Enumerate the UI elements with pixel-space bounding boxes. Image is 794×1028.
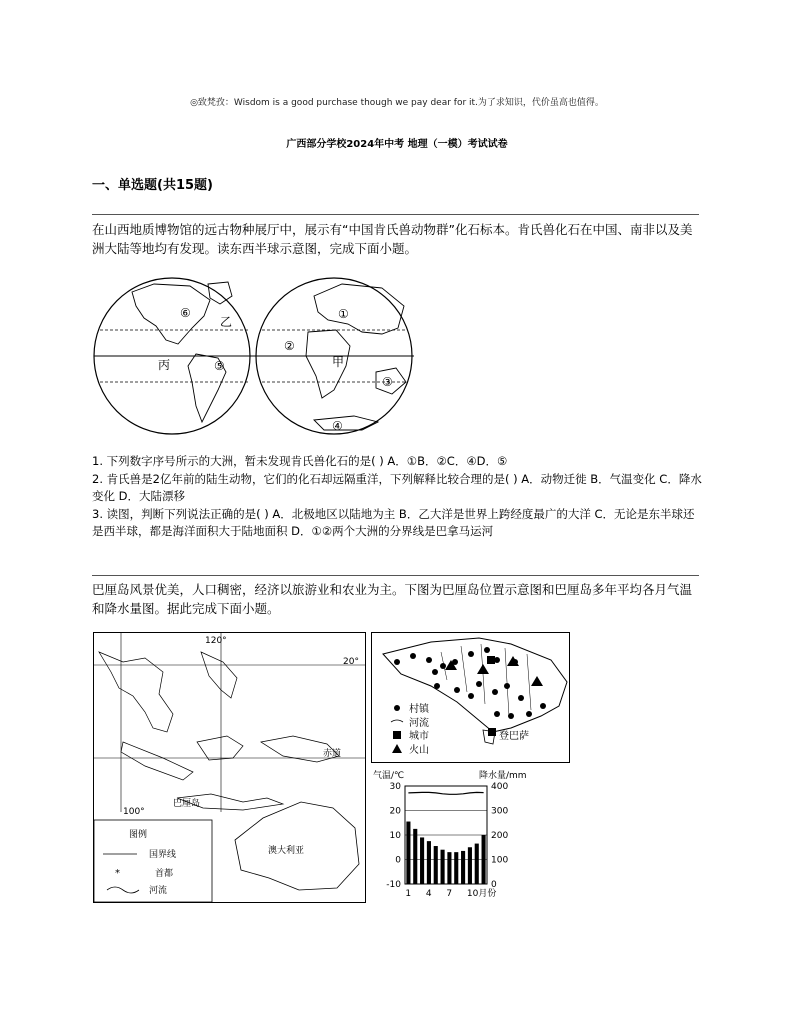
legend-city: 城市 [409,731,429,742]
map-label-bing: 丙 [158,358,171,372]
precip-bar [468,847,472,884]
x-tick-label: 7 [446,889,453,899]
passage-2: 巴厘岛风景优美，人口稠密，经济以旅游业和农业为主。下图为巴厘岛位置示意图和巴厘岛多年平均各月气温和降水量图。据此完成下面小题。 [92,582,693,616]
temperature-line [408,792,483,794]
divider [92,214,699,215]
bali-location-map [93,632,367,904]
questions-1 [92,453,702,541]
volcano-icon [531,676,543,686]
legend-river: 河流 [149,886,168,896]
x-tick-label: 4 [425,889,432,899]
left-tick-label: 30 [389,782,401,792]
precip-bar [482,835,486,884]
y2-axis-label: 降水量/mm [479,771,527,781]
map-label-1: ① [338,307,349,321]
bali-inset-map [371,632,571,764]
x-tick-label: 1 [405,889,412,899]
bali-label: 巴厘岛 [173,799,201,809]
legend-title: 图例 [129,830,148,840]
city-icon [487,656,495,664]
denpasar-label: 登巴萨 [499,731,529,742]
legend-capital-symbol: * [115,868,120,879]
legend-border: 国界线 [149,850,177,860]
section-heading: 一、单选题(共15题) [92,178,213,193]
lon-100-label: 100° [123,807,145,817]
climate-chart [371,768,571,904]
map-label-2: ② [284,339,295,353]
right-tick-label: 200 [491,831,509,841]
exam-title: 广西部分学校2024年中考 地理（一模）考试试卷 [286,139,508,150]
map-label-5: ⑤ [214,359,225,373]
legend-city-icon [393,731,401,739]
right-tick-label: 300 [491,806,509,817]
passage-1: 在山西地质博物馆的远古物种展厅中，展示有“中国肯氏兽动物群”化石标本。肯氏兽化石在中国、南非以及美洲大陆等地均有发现。读东西半球示意图，完成下面小题。 [92,222,693,256]
equator-label: 赤道 [323,749,342,759]
left-tick-label: 10 [389,831,401,841]
left-tick-label: 0 [395,855,401,866]
question-1: 1. 下列数字序号所示的大洲，暂未发现肯氏兽化石的是( ) A．①B．②C．④D．⑤ [92,454,508,468]
legend-capital: 首都 [155,869,174,879]
volcano-icon [477,664,489,674]
map-label-4: ④ [332,419,343,433]
right-tick-label: 400 [491,782,509,792]
lon-120-label: 120° [205,636,227,646]
legend-volcano-icon [392,744,402,753]
map-label-yi: 乙 [220,315,233,329]
question-2: 2. 肯氏兽是2亿年前的陆生动物，它们的化石却远隔重洋，下列解释比较合理的是( ) A．动物迁徙 B．气温变化 C．降水变化 D．大陆漂移 [92,471,702,503]
legend-village: 村镇 [409,704,429,715]
divider [92,575,699,576]
map-label-6: ⑥ [180,306,191,320]
left-tick-label: 20 [389,806,401,817]
precip-bar [420,837,424,884]
precip-bar [475,844,479,884]
precip-bar [454,852,458,884]
australia-label: 澳大利亚 [268,846,305,856]
map-label-3: ③ [382,375,393,389]
left-tick-label: -10 [386,880,401,890]
y1-axis-label: 气温/℃ [373,771,405,781]
precip-bar [441,850,445,884]
question-3: 3. 读图，判断下列说法正确的是( ) A．北极地区以陆地为主 B．乙大洋是世界上跨经度最广的大洋 C．无论是东半球还是西半球，都是海洋面积大于陆地面积 D．①②两个大洲的分界线是巴拿马运河 [92,506,695,538]
precip-bar [461,851,465,884]
precip-bar [413,829,417,884]
precip-bar [406,822,410,884]
denpasar-city-icon [488,728,496,736]
chart-plot [386,782,508,899]
precip-bar [427,841,431,884]
precip-bar [447,852,451,884]
hemispheres-map [92,270,444,440]
header-motto: ◎致梵孜：Wisdom is a good purchase though we pay dear for it.为了求知识，代价虽高也值得。 [190,98,604,108]
right-tick-label: 0 [491,880,497,890]
legend-inset-river: 河流 [409,718,429,729]
map-label-jia: 甲 [332,355,345,369]
precip-bar [434,846,438,884]
x-tick-label: 10月份 [466,889,497,899]
right-tick-label: 100 [491,855,509,866]
lat-20-label: 20° [343,657,359,667]
legend-volcano: 火山 [409,745,429,756]
